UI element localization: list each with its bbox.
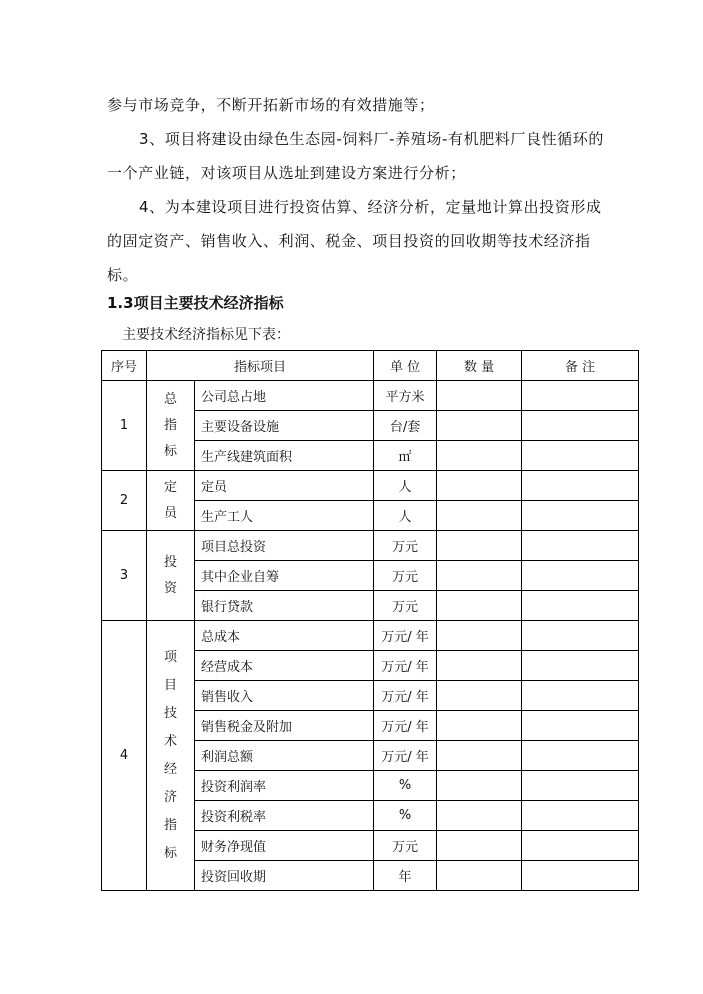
note-cell (522, 651, 639, 681)
qty-cell (437, 441, 522, 471)
row-unit: 万元/ 年 (374, 741, 437, 771)
row-category (147, 471, 195, 531)
qty-cell (437, 741, 522, 771)
row-item: 销售税金及附加 (195, 711, 374, 741)
qty-cell (437, 861, 522, 891)
note-cell (522, 771, 639, 801)
note-cell (522, 621, 639, 651)
note-cell (522, 441, 639, 471)
row-seq: 3 (102, 531, 147, 621)
note-cell (522, 501, 639, 531)
note-cell (522, 801, 639, 831)
row-item: 投资回收期 (195, 861, 374, 891)
header-unit: 单 位 (374, 351, 437, 381)
row-item: 公司总占地 (195, 381, 374, 411)
row-unit: 万元 (374, 831, 437, 861)
row-item: 定员 (195, 471, 374, 501)
row-category (147, 621, 195, 891)
category-label: 总指标 (163, 391, 177, 459)
note-cell (522, 861, 639, 891)
qty-cell (437, 501, 522, 531)
qty-cell (437, 381, 522, 411)
paragraph-3: 4、为本建设项目进行投资估算、经济分析，定量地计算出投资形成的固定资产、销售收入、利润、税金、项目投资的回收期等技术经济指标。 (107, 198, 602, 284)
row-item: 项目总投资 (195, 531, 374, 561)
category-label: 项目技术经济指标 (163, 649, 177, 861)
header-item: 指标项目 (147, 351, 374, 381)
row-item: 总成本 (195, 621, 374, 651)
row-item: 销售收入 (195, 681, 374, 711)
qty-cell (437, 621, 522, 651)
row-item: 其中企业自筹 (195, 561, 374, 591)
category-label: 定员 (163, 479, 177, 521)
row-seq: 1 (102, 381, 147, 471)
row-item: 投资利润率 (195, 771, 374, 801)
note-cell (522, 711, 639, 741)
row-unit: % (374, 801, 437, 831)
header-seq: 序号 (102, 351, 147, 381)
paragraph-1: 参与市场竞争，不断开拓新市场的有效措施等； (107, 96, 435, 114)
row-unit: 年 (374, 861, 437, 891)
note-cell (522, 531, 639, 561)
row-unit: 万元 (374, 591, 437, 621)
row-seq: 4 (102, 621, 147, 891)
header-note: 备 注 (522, 351, 639, 381)
header-qty: 数 量 (437, 351, 522, 381)
qty-cell (437, 411, 522, 441)
table-row (102, 621, 639, 651)
row-item: 生产工人 (195, 501, 374, 531)
row-unit: 万元/ 年 (374, 681, 437, 711)
table-caption: 主要技术经济指标见下表： (122, 327, 290, 343)
note-cell (522, 381, 639, 411)
row-unit: 万元/ 年 (374, 621, 437, 651)
qty-cell (437, 771, 522, 801)
row-item: 利润总额 (195, 741, 374, 771)
row-item: 主要设备设施 (195, 411, 374, 441)
row-item: 财务净现值 (195, 831, 374, 861)
row-seq: 2 (102, 471, 147, 531)
row-unit: 万元/ 年 (374, 651, 437, 681)
row-unit: 万元/ 年 (374, 711, 437, 741)
paragraph-2: 3、项目将建设由绿色生态园-饲料厂-养殖场-有机肥料厂良性循环的一个产业链，对该项目从选址到建设方案进行分析； (107, 130, 604, 182)
row-unit: 台/套 (374, 411, 437, 441)
note-cell (522, 831, 639, 861)
note-cell (522, 411, 639, 441)
row-unit: 万元 (374, 531, 437, 561)
row-unit: 人 (374, 471, 437, 501)
row-unit: 人 (374, 501, 437, 531)
qty-cell (437, 681, 522, 711)
table-header-row (102, 351, 639, 381)
section-heading: 1.3项目主要技术经济指标 (107, 294, 284, 312)
note-cell (522, 561, 639, 591)
row-category (147, 531, 195, 621)
qty-cell (437, 531, 522, 561)
qty-cell (437, 471, 522, 501)
table-row (102, 471, 639, 501)
qty-cell (437, 591, 522, 621)
note-cell (522, 591, 639, 621)
note-cell (522, 741, 639, 771)
row-item: 生产线建筑面积 (195, 441, 374, 471)
qty-cell (437, 831, 522, 861)
row-item: 投资利税率 (195, 801, 374, 831)
metrics-table (101, 350, 639, 891)
note-cell (522, 471, 639, 501)
table-row (102, 381, 639, 411)
qty-cell (437, 561, 522, 591)
row-item: 经营成本 (195, 651, 374, 681)
row-unit: 万元 (374, 561, 437, 591)
qty-cell (437, 711, 522, 741)
table-row (102, 531, 639, 561)
category-label: 投资 (163, 554, 177, 596)
row-category (147, 381, 195, 471)
row-item: 银行贷款 (195, 591, 374, 621)
row-unit: % (374, 771, 437, 801)
note-cell (522, 681, 639, 711)
row-unit: 平方米 (374, 381, 437, 411)
row-unit: ㎡ (374, 441, 437, 471)
qty-cell (437, 651, 522, 681)
qty-cell (437, 801, 522, 831)
